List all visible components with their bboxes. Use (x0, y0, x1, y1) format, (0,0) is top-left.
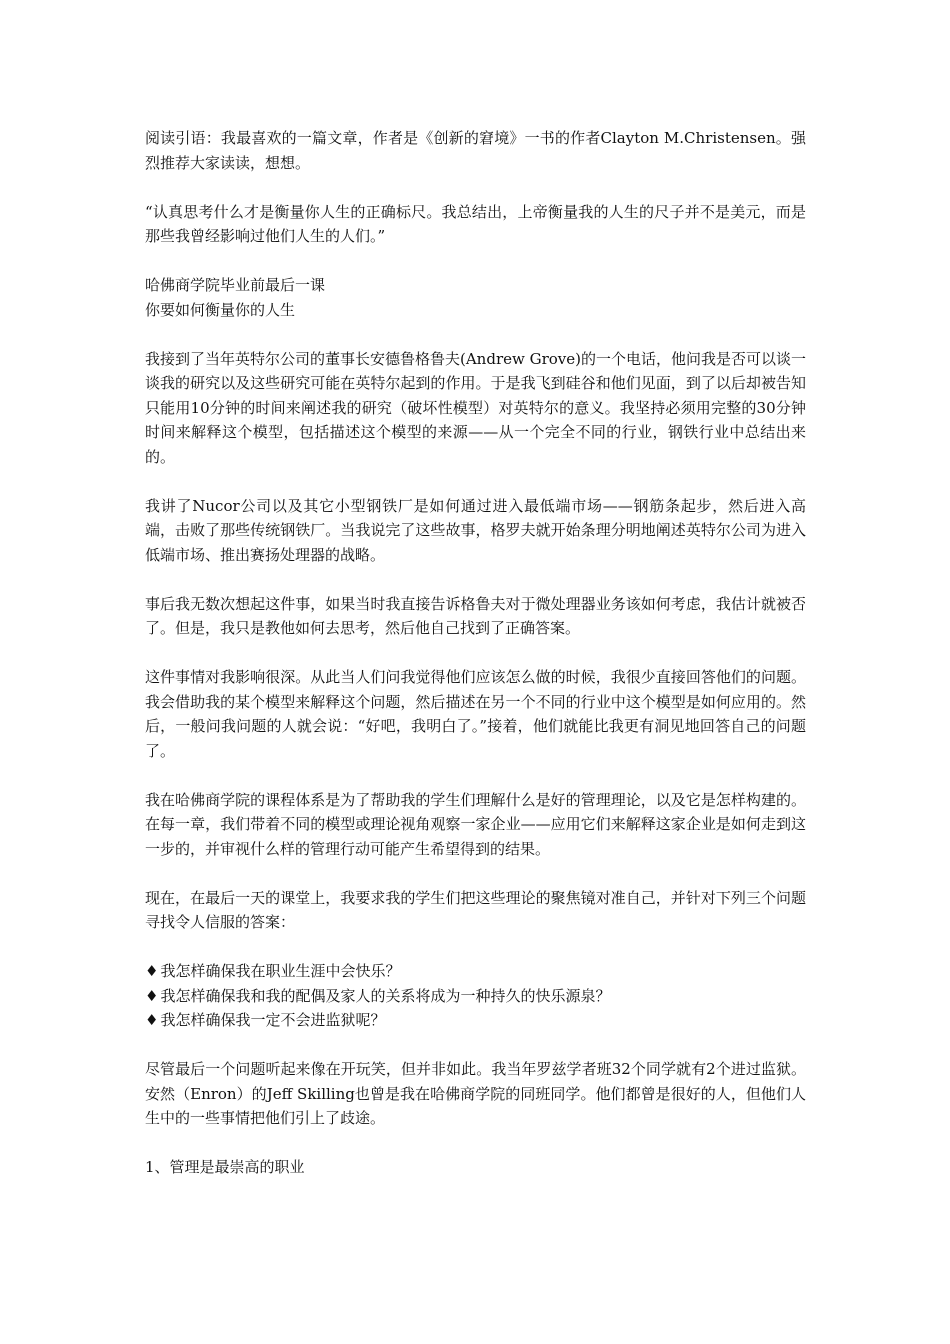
diamond-bullet-icon: ♦ (145, 1011, 159, 1029)
document-page (145, 126, 806, 1204)
list-item-text: 我怎样确保我在职业生涯中会快乐？ (160, 962, 401, 980)
body-paragraph-2: 我讲了Nucor公司以及其它小型钢铁厂是如何通过进入最低端市场——钢筋条起步，然后进入高端，击败了那些传统钢铁厂。当我说完了这些故事，格罗夫就开始条理分明地阐述英特尔公司为进入低端市场、推出赛扬处理器的战略。 (145, 496, 806, 564)
body-paragraph-4: 这件事情对我影响很深。从此当人们问我觉得他们应该怎么做的时候，我很少直接回答他们的问题。我会借助我的某个模型来解释这个问题，然后描述在另一个不同的行业中这个模型是如何应用的。然后，一般问我问题的人就会说：“好吧，我明白了。”接着，他们就能比我更有洞见地回答自己的问题了。 (145, 668, 806, 760)
body-paragraph-1: 我接到了当年英特尔公司的董事长安德鲁格鲁夫(Andrew Grove)的一个电话，他问我是否可以谈一谈我的研究以及这些研究可能在英特尔起到的作用。于是我飞到硅谷和他们见面，到了以后却被告知只能用10分钟的时间来阐述我的研究（破坏性模型）对英特尔的意义。我坚持必须用完整的30分钟时间来解释这个模型，包括描述这个模型的来源——从一个完全不同的行业，钢铁行业中总结出来的。 (145, 349, 806, 466)
body-paragraph-5: 我在哈佛商学院的课程体系是为了帮助我的学生们理解什么是好的管理理论，以及它是怎样构建的。在每一章，我们带着不同的模型或理论视角观察一家企业——应用它们来解释这家企业是如何走到这一步的，并审视什么样的管理行动可能产生希望得到的结果。 (145, 790, 806, 858)
diamond-bullet-icon: ♦ (145, 962, 159, 980)
article-title-block (145, 273, 806, 322)
diamond-bullet-icon: ♦ (145, 986, 159, 1005)
list-item-text: 我怎样确保我一定不会进监狱呢？ (160, 1011, 386, 1029)
list-item (145, 1008, 806, 1033)
question-list (145, 959, 806, 1033)
list-item (145, 984, 806, 1009)
section-heading: 1、管理是最崇高的职业 (145, 1158, 305, 1176)
body-paragraph-3: 事后我无数次想起这件事，如果当时我直接告诉格鲁夫对于微处理器业务该如何考虑，我估计就被否了。但是，我只是教他如何去思考，然后他自己找到了正确答案。 (145, 594, 806, 637)
article-title-line-1: 哈佛商学院毕业前最后一课 (145, 276, 326, 294)
quote-paragraph: “认真思考什么才是衡量你人生的正确标尺。我总结出，上帝衡量我的人生的尺子并不是美元，而是那些我曾经影响过他们人生的人们。” (145, 202, 806, 245)
article-title-line-2: 你要如何衡量你的人生 (145, 300, 296, 319)
intro-paragraph: 阅读引语：我最喜欢的一篇文章，作者是《创新的窘境》一书的作者Clayton M.Christensen。强烈推荐大家读读，想想。 (145, 129, 806, 172)
list-item (145, 959, 806, 984)
body-paragraph-6: 现在，在最后一天的课堂上，我要求我的学生们把这些理论的聚焦镜对准自己，并针对下列三个问题寻找令人信服的答案： (145, 888, 806, 931)
closing-paragraph: 尽管最后一个问题听起来像在开玩笑，但并非如此。我当年罗兹学者班32个同学就有2个进过监狱。安然（Enron）的Jeff Skilling也曾是我在哈佛商学院的同班同学。他们都曾是很好的人，但他们人生中的一些事情把他们引上了歧途。 (145, 1060, 806, 1127)
list-item-text: 我怎样确保我和我的配偶及家人的关系将成为一种持久的快乐源泉？ (160, 986, 611, 1005)
